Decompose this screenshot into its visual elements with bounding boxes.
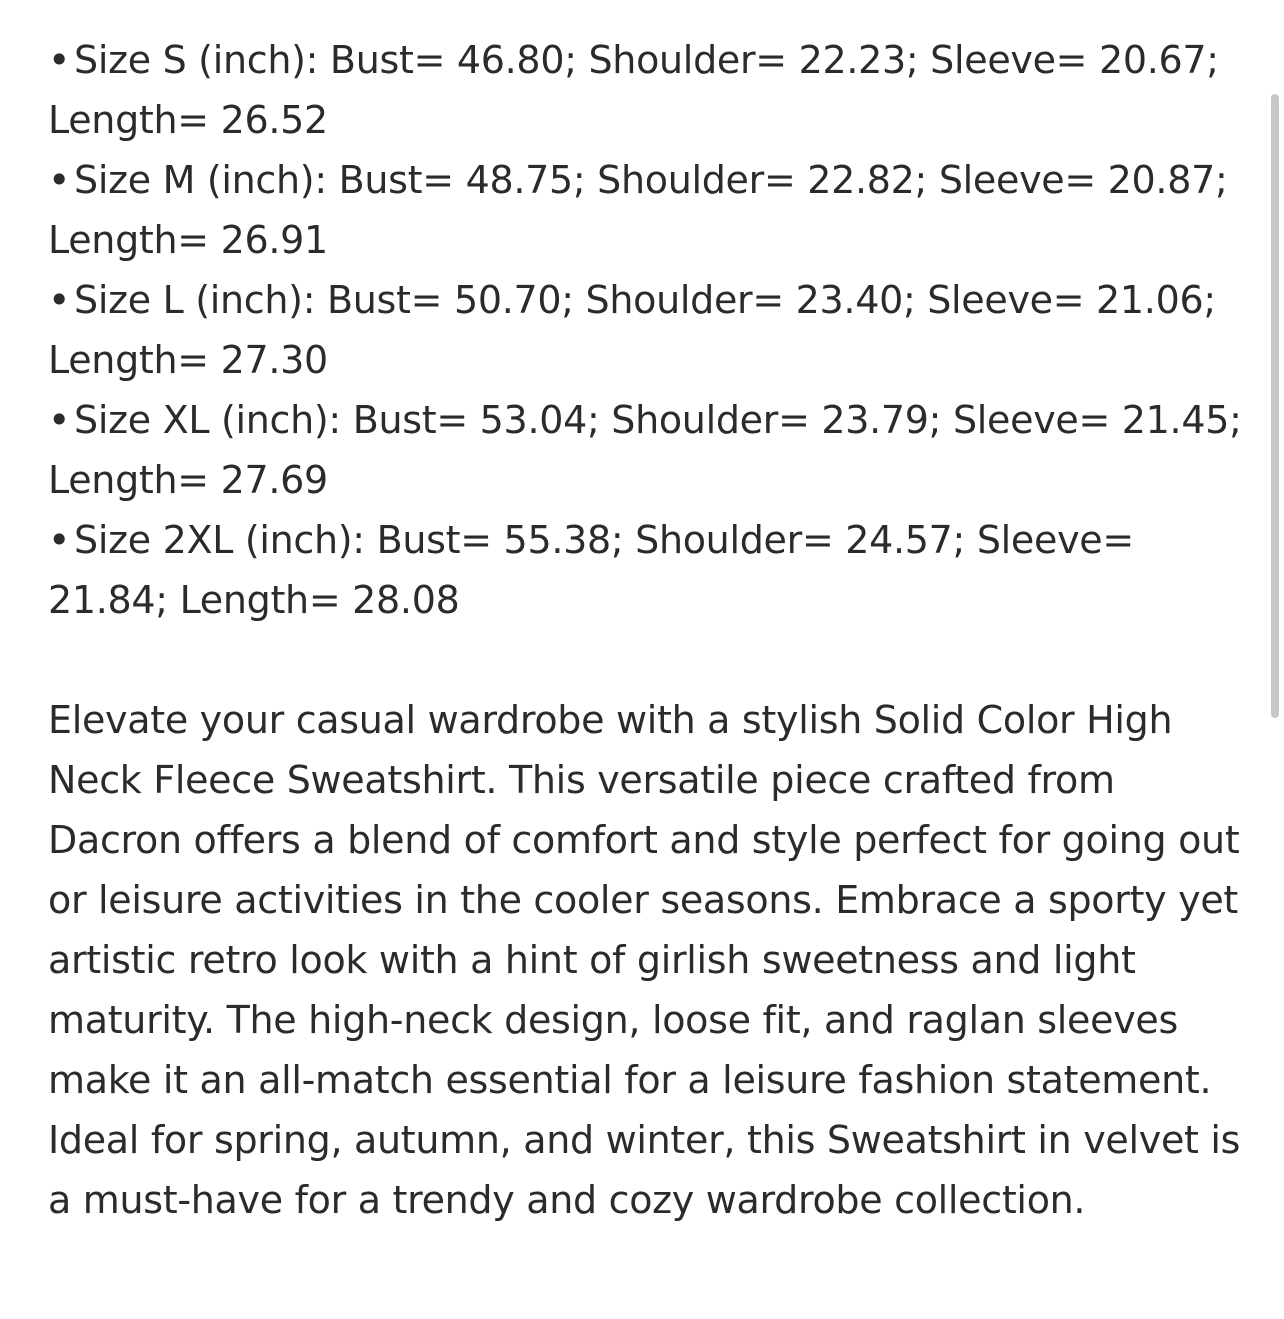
size-item-l	[48, 270, 1244, 390]
size-item-m	[48, 150, 1244, 270]
size-item-text: Size 2XL (inch): Bust= 55.38; Shoulder= 24.57; Sleeve= 21.84; Length= 28.08	[48, 518, 1134, 622]
scrollbar-thumb[interactable]	[1271, 94, 1279, 718]
bullet-glyph: •	[48, 158, 71, 202]
product-description-paragraph: Elevate your casual wardrobe with a stylish Solid Color High Neck Fleece Sweatshirt. This versatile piece crafted from Dacron offers a blend of comfort and style perfect for going out or leisure activities in the cooler seasons. Embrace a sporty yet artistic retro look with a hint of girlish sweetness and light maturity. The high-neck design, loose fit, and raglan sleeves make it an all-match essential for a leisure fashion statement. Ideal for spring, autumn, and winter, this Sweatshirt in velvet is a must-have for a trendy and cozy wardrobe collection.	[48, 698, 1241, 1222]
bullet-glyph: •	[48, 38, 71, 82]
size-item-text: Size S (inch): Bust= 46.80; Shoulder= 22.23; Sleeve= 20.67; Length= 26.52	[48, 38, 1219, 142]
bullet-glyph: •	[48, 398, 71, 442]
paragraph-spacer	[48, 630, 1244, 690]
product-description-content	[48, 30, 1244, 1230]
size-item-xl	[48, 390, 1244, 510]
bullet-glyph: •	[48, 518, 71, 562]
size-item-text: Size L (inch): Bust= 50.70; Shoulder= 23.40; Sleeve= 21.06; Length= 27.30	[48, 278, 1216, 382]
size-item-s	[48, 30, 1244, 150]
size-item-text: Size M (inch): Bust= 48.75; Shoulder= 22.82; Sleeve= 20.87; Length= 26.91	[48, 158, 1228, 262]
size-chart-list	[48, 30, 1244, 630]
size-item-2xl	[48, 510, 1244, 630]
vertical-scrollbar[interactable]	[1270, 94, 1280, 718]
size-item-text: Size XL (inch): Bust= 53.04; Shoulder= 23.79; Sleeve= 21.45; Length= 27.69	[48, 398, 1242, 502]
bullet-glyph: •	[48, 278, 71, 322]
